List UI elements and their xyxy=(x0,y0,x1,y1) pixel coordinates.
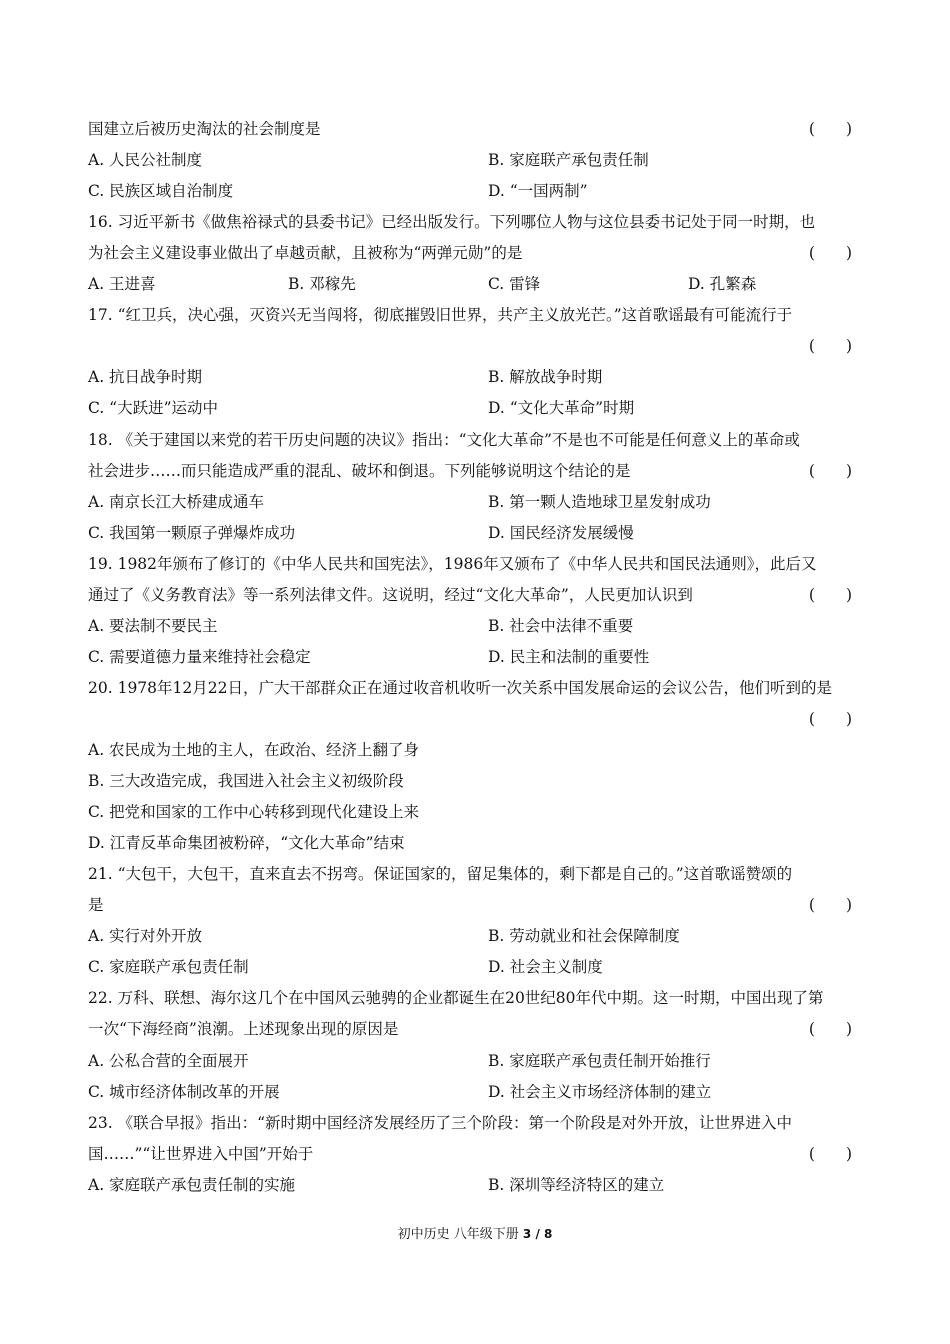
text-line xyxy=(88,1139,864,1170)
text-line xyxy=(88,176,864,207)
option-d: D. 孔繁森 xyxy=(688,275,757,294)
line-text: 21. “大包干，大包干，直来直去不拐弯。保证国家的，留足集体的，剩下都是自己的。”这首歌谣赞颂的 xyxy=(88,865,793,884)
option-a: C. “大跃进”运动中 xyxy=(88,399,219,418)
option-b: D. 社会主义市场经济体制的建立 xyxy=(488,1082,712,1101)
text-line xyxy=(88,425,864,456)
line-text: 是 xyxy=(88,896,104,915)
text-line xyxy=(88,207,864,238)
line-text: 17. “红卫兵，决心强，灭资兴无当闯将，彻底摧毁旧世界，共产主义放光芒。”这首歌谣最有可能流行于 xyxy=(88,306,793,325)
text-line xyxy=(88,611,864,642)
line-text: 为社会主义建设事业做出了卓越贡献，且被称为“两弹元勋”的是 xyxy=(88,244,523,263)
line-text: 18. 《关于建国以来党的若干历史问题的决议》指出：“文化大革命”不是也不可能是任何意义上的革命或 xyxy=(88,430,800,449)
text-line xyxy=(88,238,864,269)
line-text: 20. 1978年12月22日，广大干部群众正在通过收音机收听一次关系中国发展命运的会议公告，他们听到的是 xyxy=(88,678,832,697)
text-line xyxy=(88,456,864,487)
text-line xyxy=(88,642,864,673)
answer-bracket: ( ) xyxy=(808,461,852,480)
text-line xyxy=(88,704,864,735)
option-a: A. 抗日战争时期 xyxy=(88,368,203,387)
text-line xyxy=(88,580,864,611)
answer-bracket: ( ) xyxy=(808,585,852,604)
line-text: 19. 1982年颁布了修订的《中华人民共和国宪法》，1986年又颁布了《中华人民共和国民法通则》，此后又 xyxy=(88,554,817,573)
option-b: B. 深圳等经济特区的建立 xyxy=(488,1175,665,1194)
line-text: D. 江青反革命集团被粉碎，“文化大革命”结束 xyxy=(88,834,405,853)
option-b: D. “一国两制” xyxy=(488,182,588,201)
option-a: A. 公私合营的全面展开 xyxy=(88,1051,249,1070)
text-line xyxy=(88,487,864,518)
answer-bracket: ( ) xyxy=(808,896,852,915)
text-line xyxy=(88,549,864,580)
option-b: B. 邓稼先 xyxy=(288,275,356,294)
option-a: C. 城市经济体制改革的开展 xyxy=(88,1082,280,1101)
option-a: A. 实行对外开放 xyxy=(88,927,203,946)
option-b: B. 解放战争时期 xyxy=(488,368,603,387)
option-a: A. 要法制不要民主 xyxy=(88,616,218,635)
line-text: 社会进步……而只能造成严重的混乱、破坏和倒退。下列能够说明这个结论的是 xyxy=(88,461,631,480)
text-line xyxy=(88,983,864,1014)
answer-bracket: ( ) xyxy=(808,120,852,138)
text-line xyxy=(88,890,864,921)
option-b: B. 第一颗人造地球卫星发射成功 xyxy=(488,492,711,511)
text-line xyxy=(88,362,864,393)
option-b: B. 家庭联产承包责任制开始推行 xyxy=(488,1051,711,1070)
answer-bracket: ( ) xyxy=(808,244,852,263)
line-text: 22. 万科、联想、海尔这几个在中国风云驰骋的企业都诞生在20世纪80年代中期。这一时期，中国出现了第 xyxy=(88,989,824,1008)
option-c: C. 雷锋 xyxy=(488,275,541,294)
page-footer xyxy=(0,1224,950,1245)
line-text: 通过了《义务教育法》等一系列法律文件。这说明，经过“文化大革命”，人民更加认识到 xyxy=(88,585,693,604)
line-text: C. 把党和国家的工作中心转移到现代化建设上来 xyxy=(88,803,420,822)
option-a: A. 家庭联产承包责任制的实施 xyxy=(88,1175,296,1194)
text-line xyxy=(88,1014,864,1045)
text-line xyxy=(88,145,864,176)
option-a: A. 人民公社制度 xyxy=(88,151,203,170)
option-b: D. “文化大革命”时期 xyxy=(488,399,635,418)
text-line xyxy=(88,331,864,362)
text-line xyxy=(88,766,864,797)
line-text: 国……”“让世界进入中国”开始于 xyxy=(88,1144,314,1163)
text-line xyxy=(88,393,864,424)
line-text: 23. 《联合早报》指出：“新时期中国经济发展经历了三个阶段：第一个阶段是对外开放，让世界进入中 xyxy=(88,1113,793,1132)
answer-bracket: ( ) xyxy=(808,1020,852,1039)
text-line xyxy=(88,952,864,983)
text-line xyxy=(88,1077,864,1108)
text-line xyxy=(88,673,864,704)
text-line xyxy=(88,828,864,859)
option-b: D. 社会主义制度 xyxy=(488,958,603,977)
option-a: C. 家庭联产承包责任制 xyxy=(88,958,249,977)
footer-label: 初中历史 八年级下册 xyxy=(397,1227,519,1242)
text-line xyxy=(88,518,864,549)
text-line xyxy=(88,735,864,766)
option-b: B. 劳动就业和社会保障制度 xyxy=(488,927,680,946)
text-line xyxy=(88,269,864,300)
answer-bracket: ( ) xyxy=(808,1144,852,1163)
text-line xyxy=(88,1108,864,1139)
text-line xyxy=(88,1046,864,1077)
line-text: 16. 习近平新书《做焦裕禄式的县委书记》已经出版发行。下列哪位人物与这位县委书记处于同一时期，也 xyxy=(88,213,816,232)
option-a: C. 民族区域自治制度 xyxy=(88,182,234,201)
text-line xyxy=(88,797,864,828)
answer-bracket: ( ) xyxy=(808,709,852,728)
line-text: 国建立后被历史淘汰的社会制度是 xyxy=(88,120,321,138)
text-line xyxy=(88,859,864,890)
line-text: A. 农民成为土地的主人，在政治、经济上翻了身 xyxy=(88,741,420,759)
option-b: D. 民主和法制的重要性 xyxy=(488,647,650,666)
option-b: D. 国民经济发展缓慢 xyxy=(488,523,634,542)
text-line xyxy=(88,300,864,331)
page-number: 3 / 8 xyxy=(522,1227,553,1241)
text-line xyxy=(88,1170,864,1201)
text-line xyxy=(88,921,864,952)
line-text: 一次“下海经商”浪潮。上述现象出现的原因是 xyxy=(88,1020,399,1039)
option-a: A. 南京长江大桥建成通车 xyxy=(88,492,265,511)
option-a: A. 王进喜 xyxy=(88,275,156,294)
option-a: C. 我国第一颗原子弹爆炸成功 xyxy=(88,523,296,542)
text-line xyxy=(88,114,864,145)
answer-bracket: ( ) xyxy=(808,337,852,356)
option-b: B. 社会中法律不重要 xyxy=(488,616,634,635)
line-text: B. 三大改造完成，我国进入社会主义初级阶段 xyxy=(88,772,404,791)
option-a: C. 需要道德力量来维持社会稳定 xyxy=(88,647,311,666)
option-b: B. 家庭联产承包责任制 xyxy=(488,151,649,170)
